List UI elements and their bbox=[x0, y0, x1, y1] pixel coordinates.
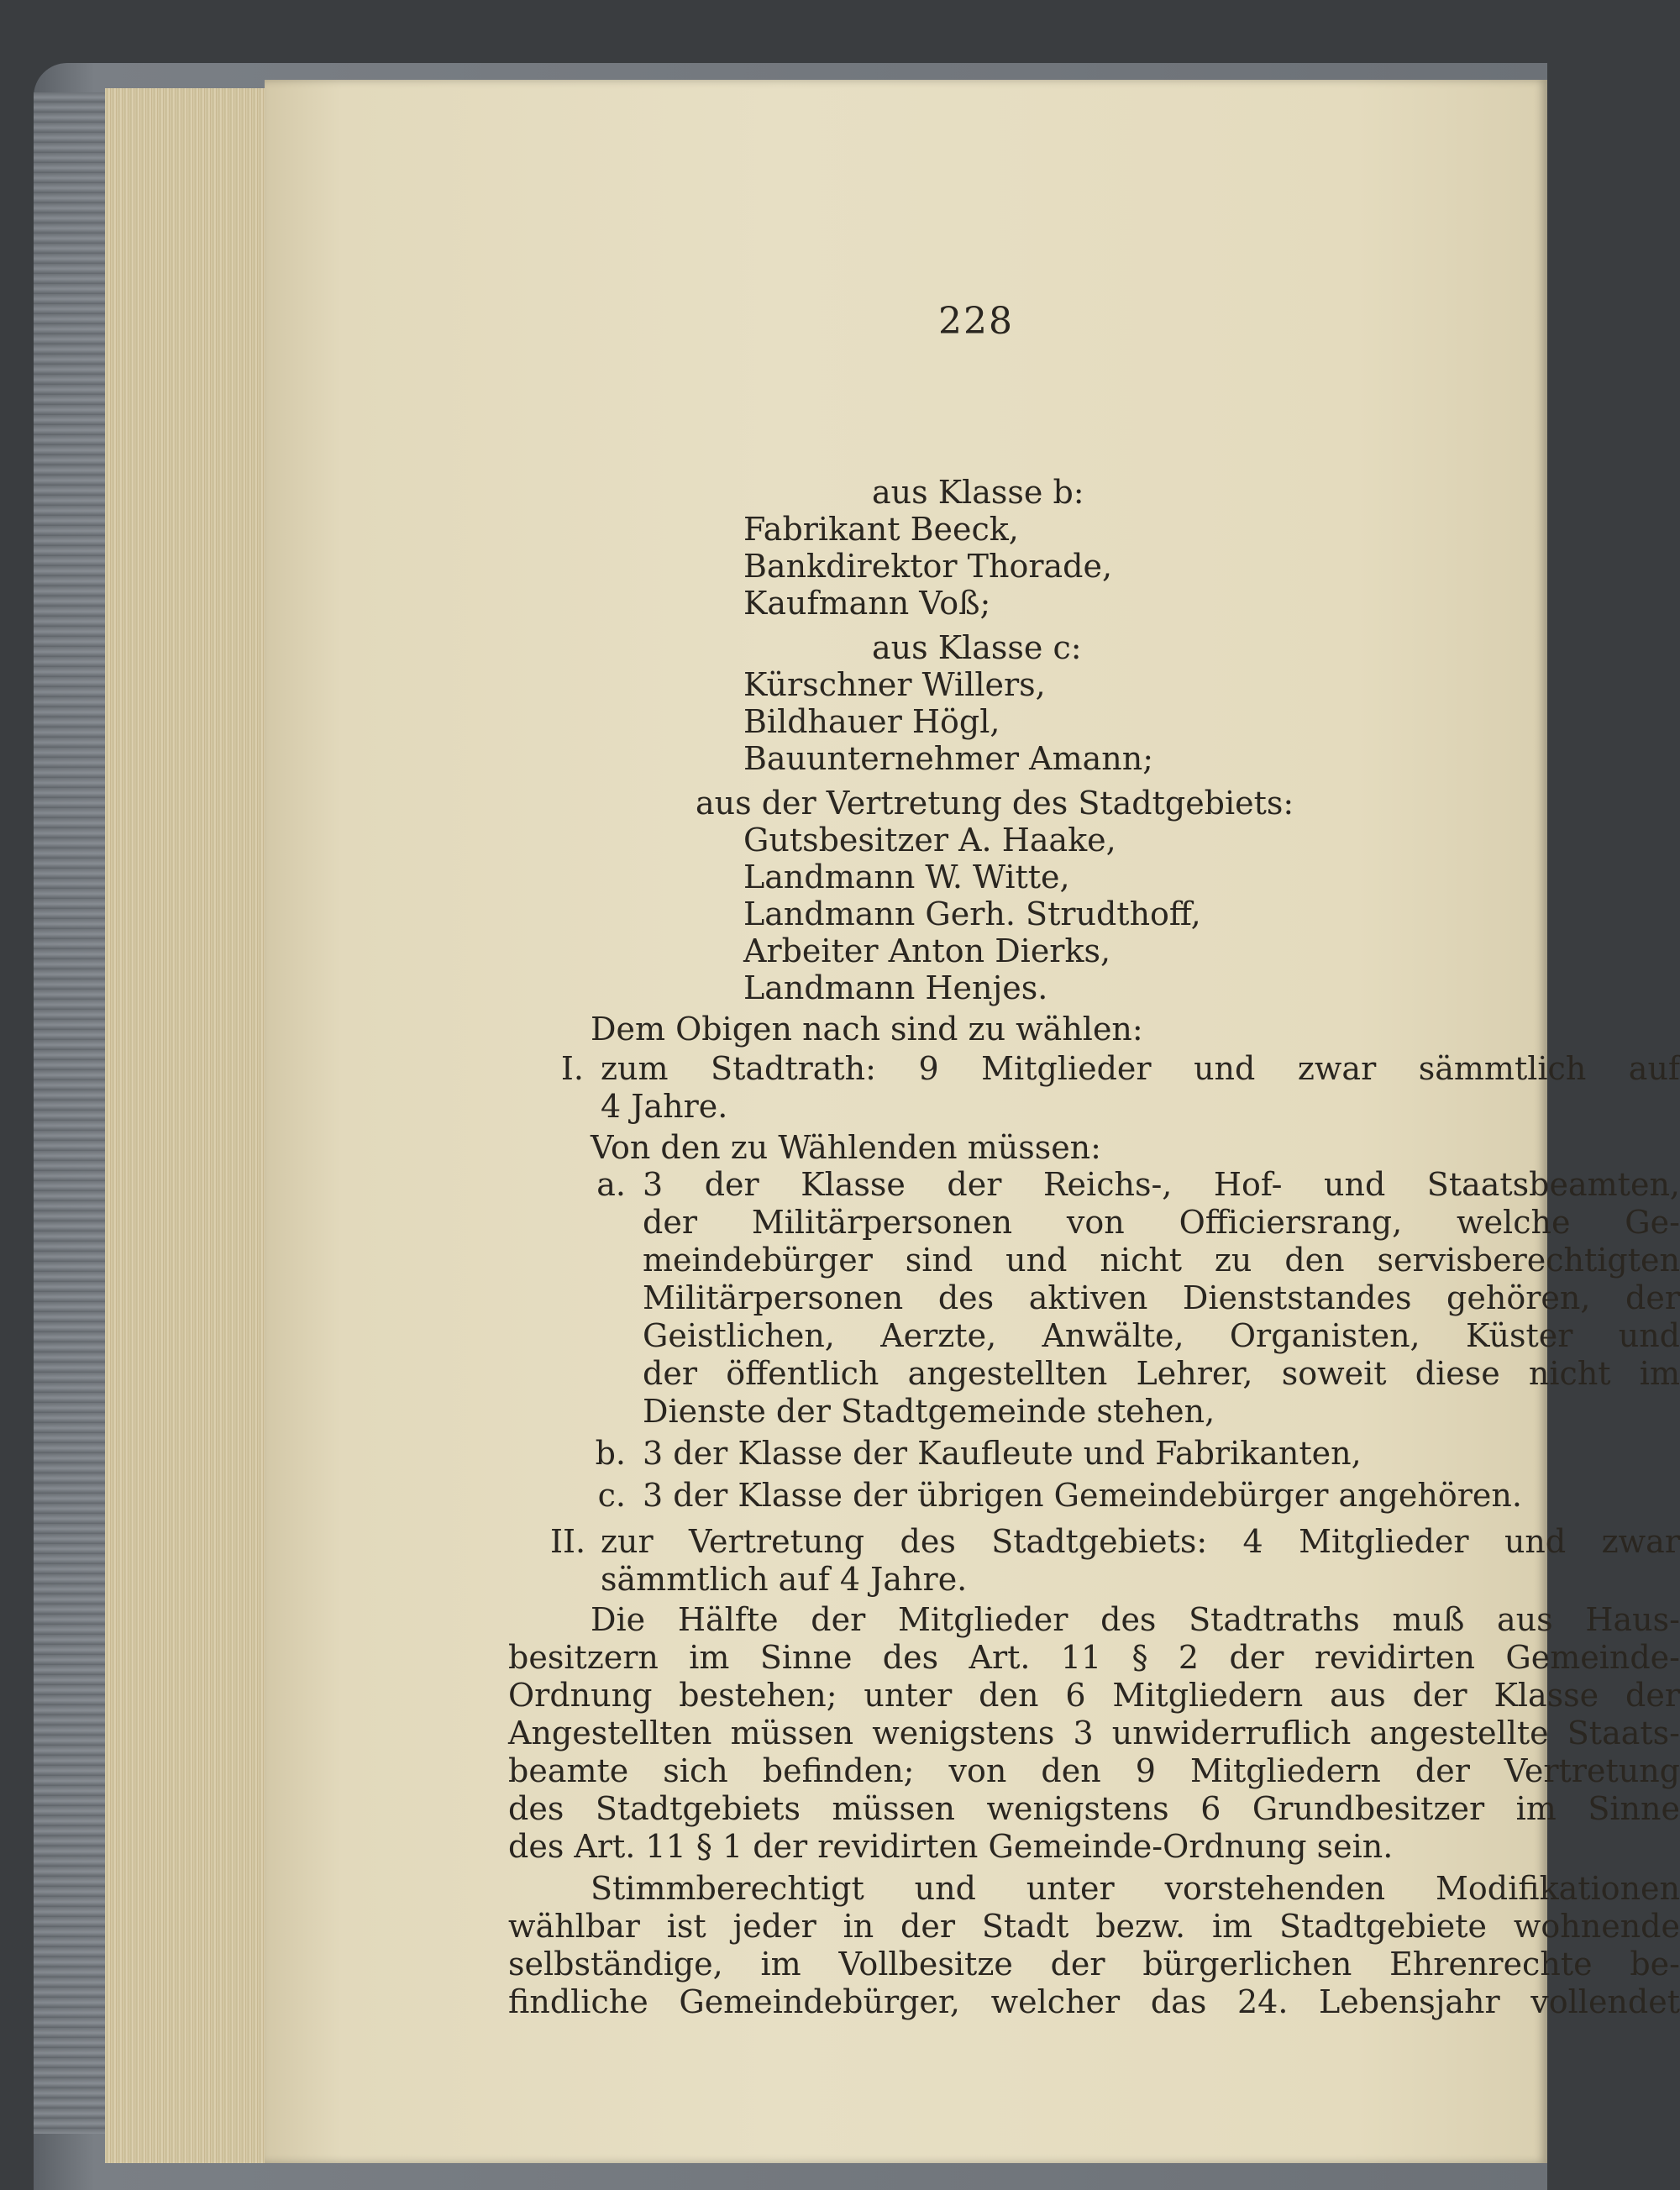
item-marker: a. bbox=[596, 1166, 626, 1203]
list-item: Landmann Henjes. bbox=[743, 969, 1048, 1006]
body-line: wählbar ist jeder in der Stadt bezw. im Stadtgebiete wohnende bbox=[508, 1908, 1680, 1945]
roman-numeral: I. bbox=[560, 1050, 584, 1087]
body-line: Angestellten müssen wenigstens 3 unwiderruflich angestellte Staats- bbox=[508, 1715, 1680, 1751]
page-edges bbox=[105, 88, 273, 2163]
list-item: Kürschner Willers, bbox=[743, 666, 1046, 703]
body-line: Dem Obigen nach sind zu wählen: bbox=[591, 1011, 1143, 1048]
body-line: Von den zu Wählenden müssen: bbox=[591, 1129, 1101, 1166]
book-page bbox=[265, 80, 1680, 2163]
body-line: beamte sich befinden; von den 9 Mitgliedern der Vertretung bbox=[508, 1752, 1680, 1789]
body-line: 4 Jahre. bbox=[601, 1088, 728, 1125]
roman-numeral: II. bbox=[550, 1523, 586, 1560]
list-item: Landmann W. Witte, bbox=[743, 859, 1070, 895]
body-line: der Militärpersonen von Officiersrang, welche Ge- bbox=[643, 1204, 1680, 1241]
list-item: Bankdirektor Thorade, bbox=[743, 548, 1113, 585]
list-heading: aus Klasse c: bbox=[872, 629, 1082, 666]
body-line: Dienste der Stadtgemeinde stehen, bbox=[643, 1393, 1215, 1430]
body-line: 3 der Klasse der übrigen Gemeindebürger angehören. bbox=[643, 1477, 1522, 1514]
body-line: Ordnung bestehen; unter den 6 Mitgliedern aus der Klasse der bbox=[508, 1677, 1680, 1714]
body-line: sämmtlich auf 4 Jahre. bbox=[601, 1561, 968, 1598]
body-line: Die Hälfte der Mitglieder des Stadtraths muß aus Haus- bbox=[591, 1601, 1680, 1638]
list-heading: aus der Vertretung des Stadtgebiets: bbox=[696, 785, 1294, 822]
item-marker: b. bbox=[595, 1435, 626, 1472]
body-line: meindebürger sind und nicht zu den servisberechtigten bbox=[643, 1242, 1680, 1279]
list-heading: aus Klasse b: bbox=[872, 474, 1084, 511]
list-item: Gutsbesitzer A. Haake, bbox=[743, 822, 1116, 859]
list-item: Bildhauer Högl, bbox=[743, 703, 1000, 740]
body-line: 3 der Klasse der Kaufleute und Fabrikanten, bbox=[643, 1435, 1362, 1472]
body-line: selbständige, im Vollbesitze der bürgerlichen Ehrenrechte be- bbox=[508, 1946, 1680, 1983]
body-line: des Art. 11 § 1 der revidirten Gemeinde-Ordnung sein. bbox=[508, 1828, 1394, 1865]
body-line: Geistlichen, Aerzte, Anwälte, Organisten, Küster und bbox=[643, 1317, 1680, 1354]
body-line: zum Stadtrath: 9 Mitglieder und zwar sämmtlich auf bbox=[601, 1050, 1680, 1087]
page-number: 228 bbox=[938, 300, 1014, 343]
list-item: Kaufmann Voß; bbox=[743, 585, 991, 622]
list-item: Bauunternehmer Amann; bbox=[743, 740, 1154, 777]
body-line: der öffentlich angestellten Lehrer, soweit diese nicht im bbox=[643, 1355, 1680, 1392]
body-line: Stimmberechtigt und unter vorstehenden Modifikationen bbox=[591, 1870, 1680, 1907]
item-marker: c. bbox=[597, 1477, 626, 1514]
body-line: findliche Gemeindebürger, welcher das 24. Lebensjahr vollendet bbox=[508, 1983, 1680, 2020]
body-line: zur Vertretung des Stadtgebiets: 4 Mitglieder und zwar bbox=[601, 1523, 1680, 1560]
body-line: 3 der Klasse der Reichs-, Hof- und Staatsbeamten, bbox=[643, 1166, 1680, 1203]
list-item: Landmann Gerh. Strudthoff, bbox=[743, 895, 1201, 932]
body-line: des Stadtgebiets müssen wenigstens 6 Grundbesitzer im Sinne bbox=[508, 1790, 1680, 1827]
cover-edge bbox=[34, 92, 109, 2134]
body-line: besitzern im Sinne des Art. 11 § 2 der revidirten Gemeinde- bbox=[508, 1639, 1680, 1676]
list-item: Fabrikant Beeck, bbox=[743, 511, 1019, 548]
body-line: Militärpersonen des aktiven Dienststandes gehören, der bbox=[643, 1279, 1680, 1316]
list-item: Arbeiter Anton Dierks, bbox=[743, 932, 1111, 969]
